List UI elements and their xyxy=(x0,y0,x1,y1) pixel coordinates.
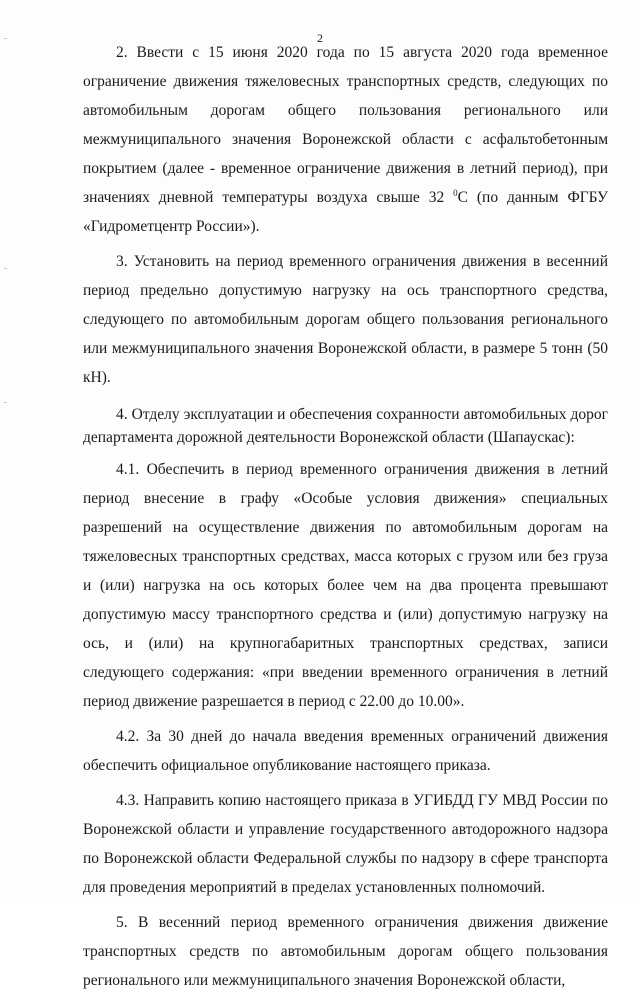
paragraph-4-1: 4.1. Обеспечить в период временного ограничения движения в летний период внесение в графу «Особые условия движения» специальных разрешений на осуществление движения по автомобильным дорогам на тяжеловесных транспортных средствах, масса которых с грузом или без груза и (или) нагрузка на ось которых более чем на два процента превышают допустимую массу транспортного средства и (или) допустимую нагрузку на ось, и (или) на крупногабаритных транспортных средствах, записи следующего содержания: «при введении временного ограничения в летний период движение разрешается в период с 22.00 до 10.00». xyxy=(83,461,608,710)
paragraph-2-text-end: С (по данным ФГБУ «Гидрометцентр России»). xyxy=(83,189,608,235)
paragraph-4: 4. Отделу эксплуатации и обеспечения сохранности автомобильных дорог департамента дорожной деятельности Воронежской области (Шапаускас): xyxy=(83,406,608,446)
paragraph-3: 3. Установить на период временного ограничения движения в весенний период предельно допустимую нагрузку на ось транспортного средства, следующего по автомобильным дорогам общего пользования регионального или межмуниципального значения Воронежской области, в размере 5 тонн (50 кН). xyxy=(83,253,608,386)
page-number: 2 xyxy=(317,31,323,45)
paragraph-2 xyxy=(83,38,608,241)
scan-edge-mark xyxy=(4,402,7,403)
paragraph-4-3: 4.3. Направить копию настоящего приказа в УГИБДД ГУ МВД России по Воронежской области и управление государственного автодорожного надзора по Воронежской области Федеральной службы по надзору в сфере транспорта для проведения мероприятий в пределах установленных полномочий. xyxy=(83,792,608,896)
scan-edge-mark xyxy=(4,268,7,269)
degree-superscript: 0 xyxy=(453,188,458,198)
paragraph-5: 5. В весенний период временного ограничения движения движение транспортных средств по автомобильным дорогам общего пользования регионального или межмуниципального значения Воронежской области, xyxy=(83,914,608,989)
document-body xyxy=(83,38,608,995)
paragraph-4-2: 4.2. За 30 дней до начала введения временных ограничений движения обеспечить официальное опубликование настоящего приказа. xyxy=(83,728,608,774)
paragraph-2-text: 2. Ввести с 15 июня 2020 года по 15 августа 2020 года временное ограничение движения тяжеловесных транспортных средств, следующих по автомобильным дорогам общего пользования регионального или межмуниципального значения Воронежской области с асфальтобетонным покрытием (далее - временное ограничение движения в летний период), при значениях дневной температуры воздуха свыше 32 xyxy=(83,44,608,206)
